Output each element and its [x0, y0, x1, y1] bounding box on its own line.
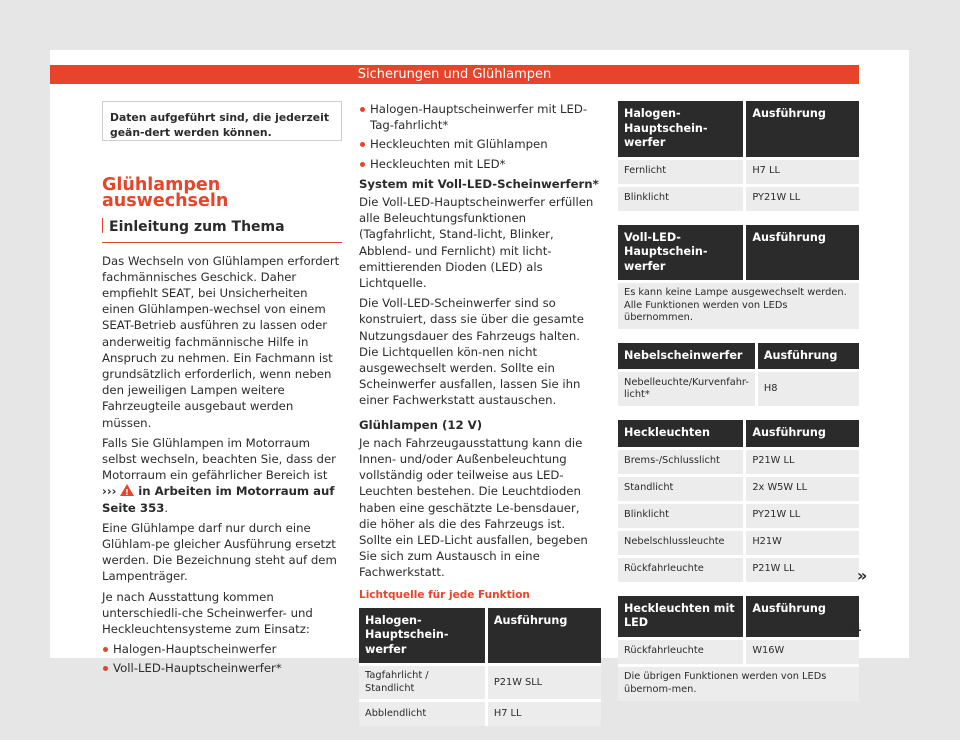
- table-cell: P21W SLL: [485, 663, 601, 699]
- bullet-list: [102, 641, 342, 676]
- table-header: Ausführung: [743, 101, 859, 157]
- paragraph-end: .: [164, 500, 169, 515]
- table-row: [359, 699, 601, 726]
- column-middle: [359, 101, 601, 740]
- table-cell: Rückfahrleuchte: [618, 637, 743, 664]
- table-cell: W16W: [743, 637, 859, 664]
- table-header: Halogen-Hauptschein-werfer: [618, 101, 743, 157]
- table-header-row: [618, 596, 859, 637]
- table-cell: Brems-/Schlusslicht: [618, 447, 743, 474]
- table-cell: PY21W LL: [743, 184, 859, 211]
- table-row: [618, 528, 859, 555]
- table-cell: H21W: [743, 528, 859, 555]
- table-header-row: [618, 343, 859, 370]
- paragraph: Das Wechseln von Glühlampen erfordert fachmännisches Geschick. Daher empfiehlt SEAT, bei Unsicherheiten einen Glühlampen-wechsel von einem SEAT-Betrieb ausführen zu lassen oder anderweitig fachmännische Hilfe in Anspruch zu nehmen. Ein Fachmann ist grundsätzlich erforderlich, wenn neben den jeweiligen Lampen weitere Fahrzeugteile ausgebaut werden müssen.: [102, 253, 340, 430]
- table-cell: P21W LL: [743, 447, 859, 474]
- table-cell: Blinklicht: [618, 184, 743, 211]
- table-cell: Nebelschlussleuchte: [618, 528, 743, 555]
- list-item: Voll-LED-Hauptscheinwerfer*: [102, 660, 342, 676]
- paragraph: Die Voll-LED-Hauptscheinwerfer erfüllen alle Beleuchtungsfunktionen (Tagfahrlicht, Stand-licht, Blinker, Abblend- und Fernlicht) mit licht-emittierenden Dioden (LED) als Lichtquelle.: [359, 195, 594, 291]
- table-header: Ausführung: [743, 596, 859, 637]
- table-cell: Abblendlicht: [359, 699, 485, 726]
- table-row: [359, 663, 601, 699]
- continue-arrow-icon: »: [857, 566, 868, 585]
- paragraph: Eine Glühlampe darf nur durch eine Glühlam-pe gleicher Ausführung ersetzt werden. Die Bezeichnung steht auf dem Lampenträger.: [102, 520, 337, 584]
- bulb-table: [618, 596, 859, 701]
- table-header-row: [359, 608, 601, 664]
- section-header: Sicherungen und Glühlampen: [50, 65, 859, 84]
- column-left: [102, 101, 342, 680]
- table-row: [618, 664, 859, 701]
- table-row: [618, 184, 859, 211]
- table-title: Lichtquelle für jede Funktion: [359, 588, 530, 601]
- table-header: Voll-LED-Hauptschein-werfer: [618, 225, 743, 281]
- column-right: [618, 101, 859, 715]
- table-header-row: [618, 101, 859, 157]
- cross-ref-arrows[interactable]: ›››: [102, 484, 117, 499]
- table-cell: H8: [755, 369, 859, 406]
- table-row: [618, 474, 859, 501]
- table-cell: Tagfahrlicht / Standlicht: [359, 663, 485, 699]
- left-body: [102, 253, 342, 677]
- list-item: Halogen-Hauptscheinwerfer: [102, 641, 342, 657]
- subsection-title-text: Einleitung zum Thema: [109, 219, 285, 236]
- paragraph: Je nach Ausstattung kommen unterschiedli-che Scheinwerfer- und Heckleuchtensysteme zum Einsatz:: [102, 589, 313, 637]
- paragraph: Je nach Fahrzeugausstattung kann die Innen- und/oder Außenbeleuchtung vollständig oder teilweise aus LED-Leuchten bestehen. Die Leuchtdioden haben eine geschätzte Le-bensdauer, die höher als die des Fahrzeugs ist. Sollte ein LED-Licht ausfallen, begeben Sie sich zum Austausch in eine Fachwerkstatt.: [359, 435, 588, 580]
- page-number: 61: [847, 622, 862, 634]
- table-cell: Rückfahrleuchte: [618, 555, 743, 582]
- table-header: Halogen-Hauptschein-werfer: [359, 608, 485, 664]
- table-cell: H7 LL: [743, 157, 859, 184]
- paragraph: [102, 435, 342, 516]
- table-cell: Standlicht: [618, 474, 743, 501]
- table-row: [618, 555, 859, 582]
- bulb-table: [618, 343, 859, 407]
- table-header: Ausführung: [755, 343, 859, 370]
- cross-ref-link[interactable]: in Arbeiten im Motorraum auf Seite 353: [102, 484, 335, 515]
- list-item: Halogen-Hauptscheinwerfer mit LED-Tag-fahrlicht*: [359, 101, 601, 133]
- list-item: Heckleuchten mit Glühlampen: [359, 136, 601, 152]
- table-header: Heckleuchten: [618, 420, 743, 447]
- bullet-list: [359, 101, 601, 172]
- note-box: Daten aufgeführt sind, die jederzeit geän-dert werden können.: [102, 101, 342, 141]
- table-cell: Nebelleuchte/Kurvenfahr-licht*: [618, 369, 755, 406]
- bulb-table: [359, 608, 601, 727]
- table-cell: H7 LL: [485, 699, 601, 726]
- table-header-row: [618, 225, 859, 281]
- table-row: [618, 447, 859, 474]
- table-cell: P21W LL: [743, 555, 859, 582]
- bulb-table: [618, 101, 859, 211]
- title-bar: [102, 218, 103, 233]
- paragraph: Die Voll-LED-Scheinwerfer sind so konstruiert, dass sie über die gesamte Nutzungsdauer des Fahrzeugs halten. Die Lichtquellen kön-nen nicht ausgewechselt werden. Sollte ein Scheinwerfer ausfallen, lassen Sie ihn einer Fachwerkstatt austauschen.: [359, 296, 584, 408]
- table-header-row: [618, 420, 859, 447]
- table-header: Ausführung: [743, 420, 859, 447]
- subheading: System mit Voll-LED-Scheinwerfern*: [359, 176, 599, 191]
- table-cell: 2x W5W LL: [743, 474, 859, 501]
- paragraph-text: Falls Sie Glühlampen im Motorraum selbst wechseln, beachten Sie, dass der Motorraum ein gefährlicher Bereich ist: [102, 435, 336, 483]
- table-row: [618, 280, 859, 329]
- table-cell: Es kann keine Lampe ausgewechselt werden. Alle Funktionen werden von LEDs übernommen.: [618, 280, 859, 329]
- table-cell: PY21W LL: [743, 501, 859, 528]
- table-header: Ausführung: [485, 608, 601, 664]
- bulb-table: [618, 420, 859, 582]
- table-row: [618, 501, 859, 528]
- table-header: Ausführung: [743, 225, 859, 281]
- bulb-table: [618, 225, 859, 329]
- subsection-title: [102, 218, 342, 242]
- subheading: Glühlampen (12 V): [359, 417, 483, 432]
- table-row: [618, 369, 859, 406]
- section-title: Glühlampen auswechseln: [102, 175, 229, 212]
- table-cell: Blinklicht: [618, 501, 743, 528]
- table-row: [618, 637, 859, 664]
- warning-icon: [120, 484, 134, 496]
- table-cell: Fernlicht: [618, 157, 743, 184]
- table-header: Nebelscheinwerfer: [618, 343, 755, 370]
- list-item: Heckleuchten mit LED*: [359, 156, 601, 172]
- table-row: [618, 157, 859, 184]
- table-cell: Die übrigen Funktionen werden von LEDs übernom-men.: [618, 664, 859, 701]
- table-header: Heckleuchten mit LED: [618, 596, 743, 637]
